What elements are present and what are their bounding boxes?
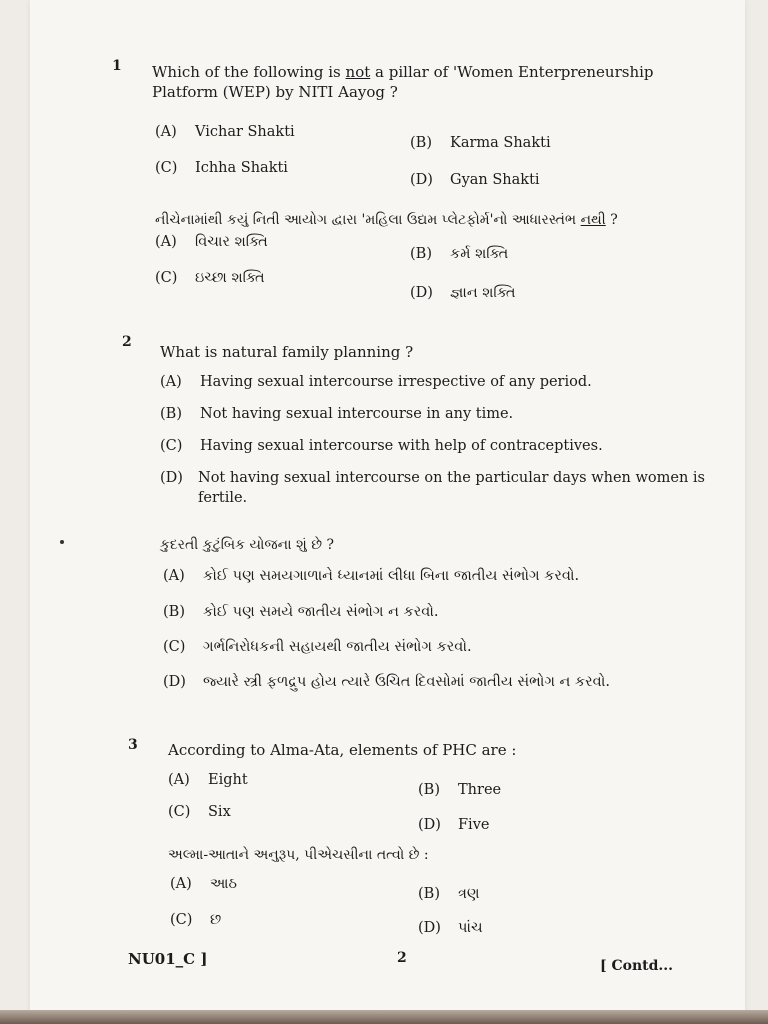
q1-option-a: (A) Vichar Shakti bbox=[155, 124, 295, 140]
question-1-gujarati-text: નીચેનામાંથી કયું નિતી આયોગ દ્વારા 'મહિલા ઉદ્યમ પ્લેટફોર્મ'નો આધારસ્તંભ નથી ? bbox=[155, 212, 618, 228]
q1-gu-option-a: (A) વિચાર શક્તિ bbox=[155, 234, 268, 250]
q1-option-b: (B) Karma Shakti bbox=[410, 135, 551, 151]
q3-option-a: (A) Eight bbox=[168, 772, 248, 788]
question-1-text: Which of the following is not a pillar of 'Women Enterpreneurship Platform (WEP) by NITI Aayog ? bbox=[152, 63, 654, 101]
q3-option-d: (D) Five bbox=[418, 817, 490, 833]
q3-gu-option-c: (C) છ bbox=[170, 912, 222, 928]
exam-page bbox=[30, 0, 745, 1024]
continued-label: [ Contd... bbox=[600, 958, 674, 974]
question-3-text: According to Alma-Ata, elements of PHC are : bbox=[168, 741, 517, 759]
q2-gu-option-c: (C) ગર્ભનિરોધકની સહાયથી જાતીય સંભોગ કરવો. bbox=[163, 639, 472, 655]
q1-option-d: (D) Gyan Shakti bbox=[410, 172, 540, 188]
question-2-text: What is natural family planning ? bbox=[160, 343, 414, 361]
q1-gu-option-d: (D) જ્ઞાન શક્તિ bbox=[410, 285, 516, 301]
q2-option-c: (C) Having sexual intercourse with help of contraceptives. bbox=[160, 438, 603, 454]
q3-gu-option-d: (D) પાંચ bbox=[418, 920, 483, 936]
q1-gu-option-b: (B) કર્મ શક્તિ bbox=[410, 246, 509, 262]
question-1-number: 1 bbox=[112, 58, 122, 74]
q3-option-c: (C) Six bbox=[168, 804, 231, 820]
question-2-number: 2 bbox=[122, 334, 132, 350]
question-2-gujarati-text: કુદરતી કુટુંબિક યોજના શું છે ? bbox=[160, 537, 334, 553]
q2-option-b: (B) Not having sexual intercourse in any time. bbox=[160, 406, 514, 422]
q3-gu-option-a: (A) આઠ bbox=[170, 876, 237, 892]
page-edge-shadow bbox=[0, 1010, 768, 1024]
q2-gu-option-a: (A) કોઈ પણ સમયગાળાને ધ્યાનમાં લીધા બિના જાતીય સંભોગ કરવો. bbox=[163, 568, 580, 584]
page-number: 2 bbox=[397, 950, 407, 966]
q2-option-d: (D) Not having sexual intercourse on the particular days when women is fertile. bbox=[160, 470, 705, 506]
question-3-gujarati-text: અલ્મા-આતાને અનુરૂપ, પીએચસીના તત્વો છે : bbox=[168, 847, 429, 863]
question-3-number: 3 bbox=[128, 737, 138, 753]
q1-gu-option-c: (C) ઇચ્છા શક્તિ bbox=[155, 270, 265, 286]
q1-option-c: (C) Ichha Shakti bbox=[155, 160, 288, 176]
q2-gu-option-d: (D) જ્યારે સ્ત્રી ફળદ્રુપ હોય ત્યારે ઉચિત દિવસોમાં જાતીય સંભોગ ન કરવો. bbox=[163, 674, 610, 690]
q3-option-b: (B) Three bbox=[418, 782, 502, 798]
q3-gu-option-b: (B) ત્રણ bbox=[418, 886, 480, 902]
q2-gu-option-b: (B) કોઈ પણ સમયે જાતીય સંભોગ ન કરવો. bbox=[163, 604, 439, 620]
stray-mark bbox=[60, 540, 64, 544]
paper-code: NU01_C ] bbox=[128, 950, 208, 968]
q2-option-a: (A) Having sexual intercourse irrespective of any period. bbox=[160, 374, 592, 390]
